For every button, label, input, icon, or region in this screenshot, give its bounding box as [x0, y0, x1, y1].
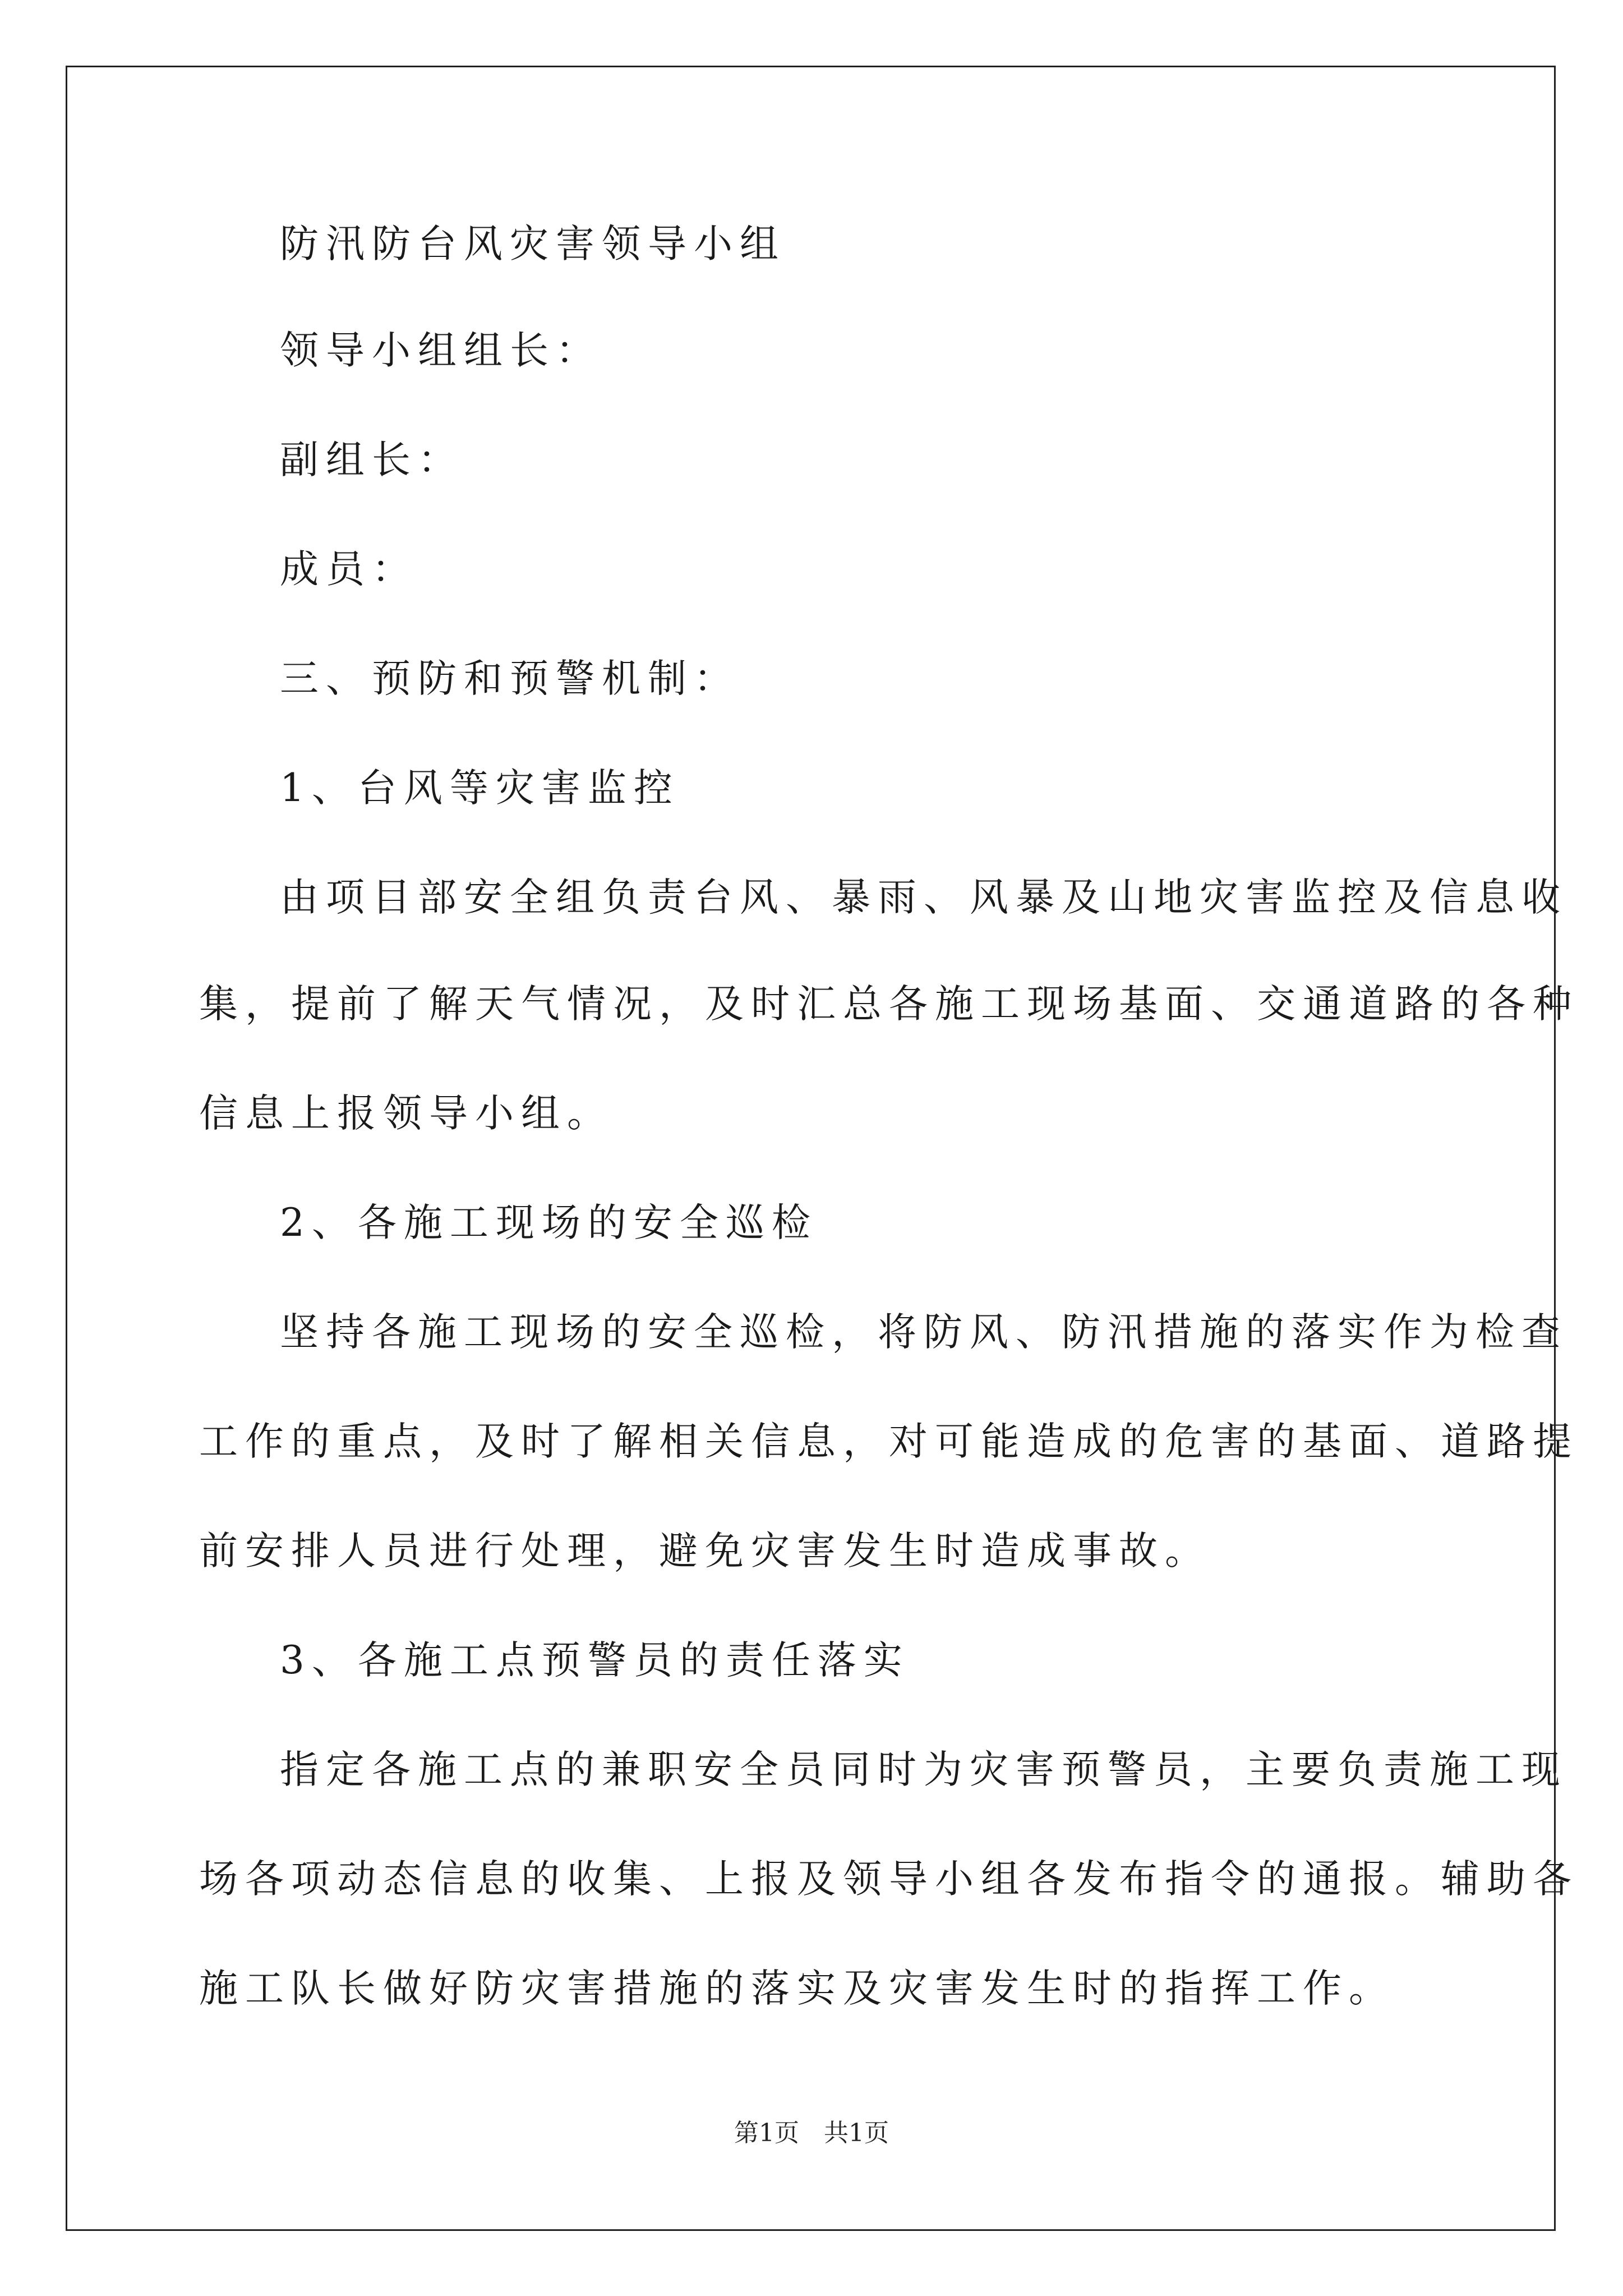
members-label: 成员：: [280, 547, 418, 592]
paragraph-1-line-3: 信息上报领导小组。: [199, 1091, 613, 1136]
paragraph-2-line-2: 工作的重点，及时了解相关信息，对可能造成的危害的基面、道路提: [199, 1419, 1579, 1464]
page-border: [66, 66, 1556, 2231]
paragraph-1-line-2: 集，提前了解天气情况，及时汇总各施工现场基面、交通道路的各种: [199, 982, 1579, 1027]
paragraph-3-line-1: 指定各施工点的兼职安全员同时为灾害预警员，主要负责施工现: [280, 1747, 1567, 1792]
paragraph-2-line-3: 前安排人员进行处理，避免灾害发生时造成事故。: [199, 1529, 1211, 1573]
page-number-footer: 第1页 共1页: [734, 2119, 889, 2147]
deputy-leader-label: 副组长：: [280, 438, 464, 482]
section-title: 防汛防台风灾害领导小组: [280, 222, 786, 266]
subheading-2: 2、各施工现场的安全巡检: [280, 1200, 818, 1245]
heading-prevention: 三、预防和预警机制：: [280, 656, 740, 701]
paragraph-3-line-2: 场各项动态信息的收集、上报及领导小组各发布指令的通报。辅助各: [199, 1857, 1579, 1902]
paragraph-1-line-1: 由项目部安全组负责台风、暴雨、风暴及山地灾害监控及信息收: [280, 875, 1567, 920]
leader-label: 领导小组组长：: [280, 328, 602, 373]
subheading-1: 1、台风等灾害监控: [280, 766, 680, 811]
subheading-3: 3、各施工点预警员的责任落实: [280, 1638, 910, 1683]
paragraph-3-line-3: 施工队长做好防灾害措施的落实及灾害发生时的指挥工作。: [199, 1966, 1395, 2011]
paragraph-2-line-1: 坚持各施工现场的安全巡检，将防风、防汛措施的落实作为检查: [280, 1310, 1567, 1355]
